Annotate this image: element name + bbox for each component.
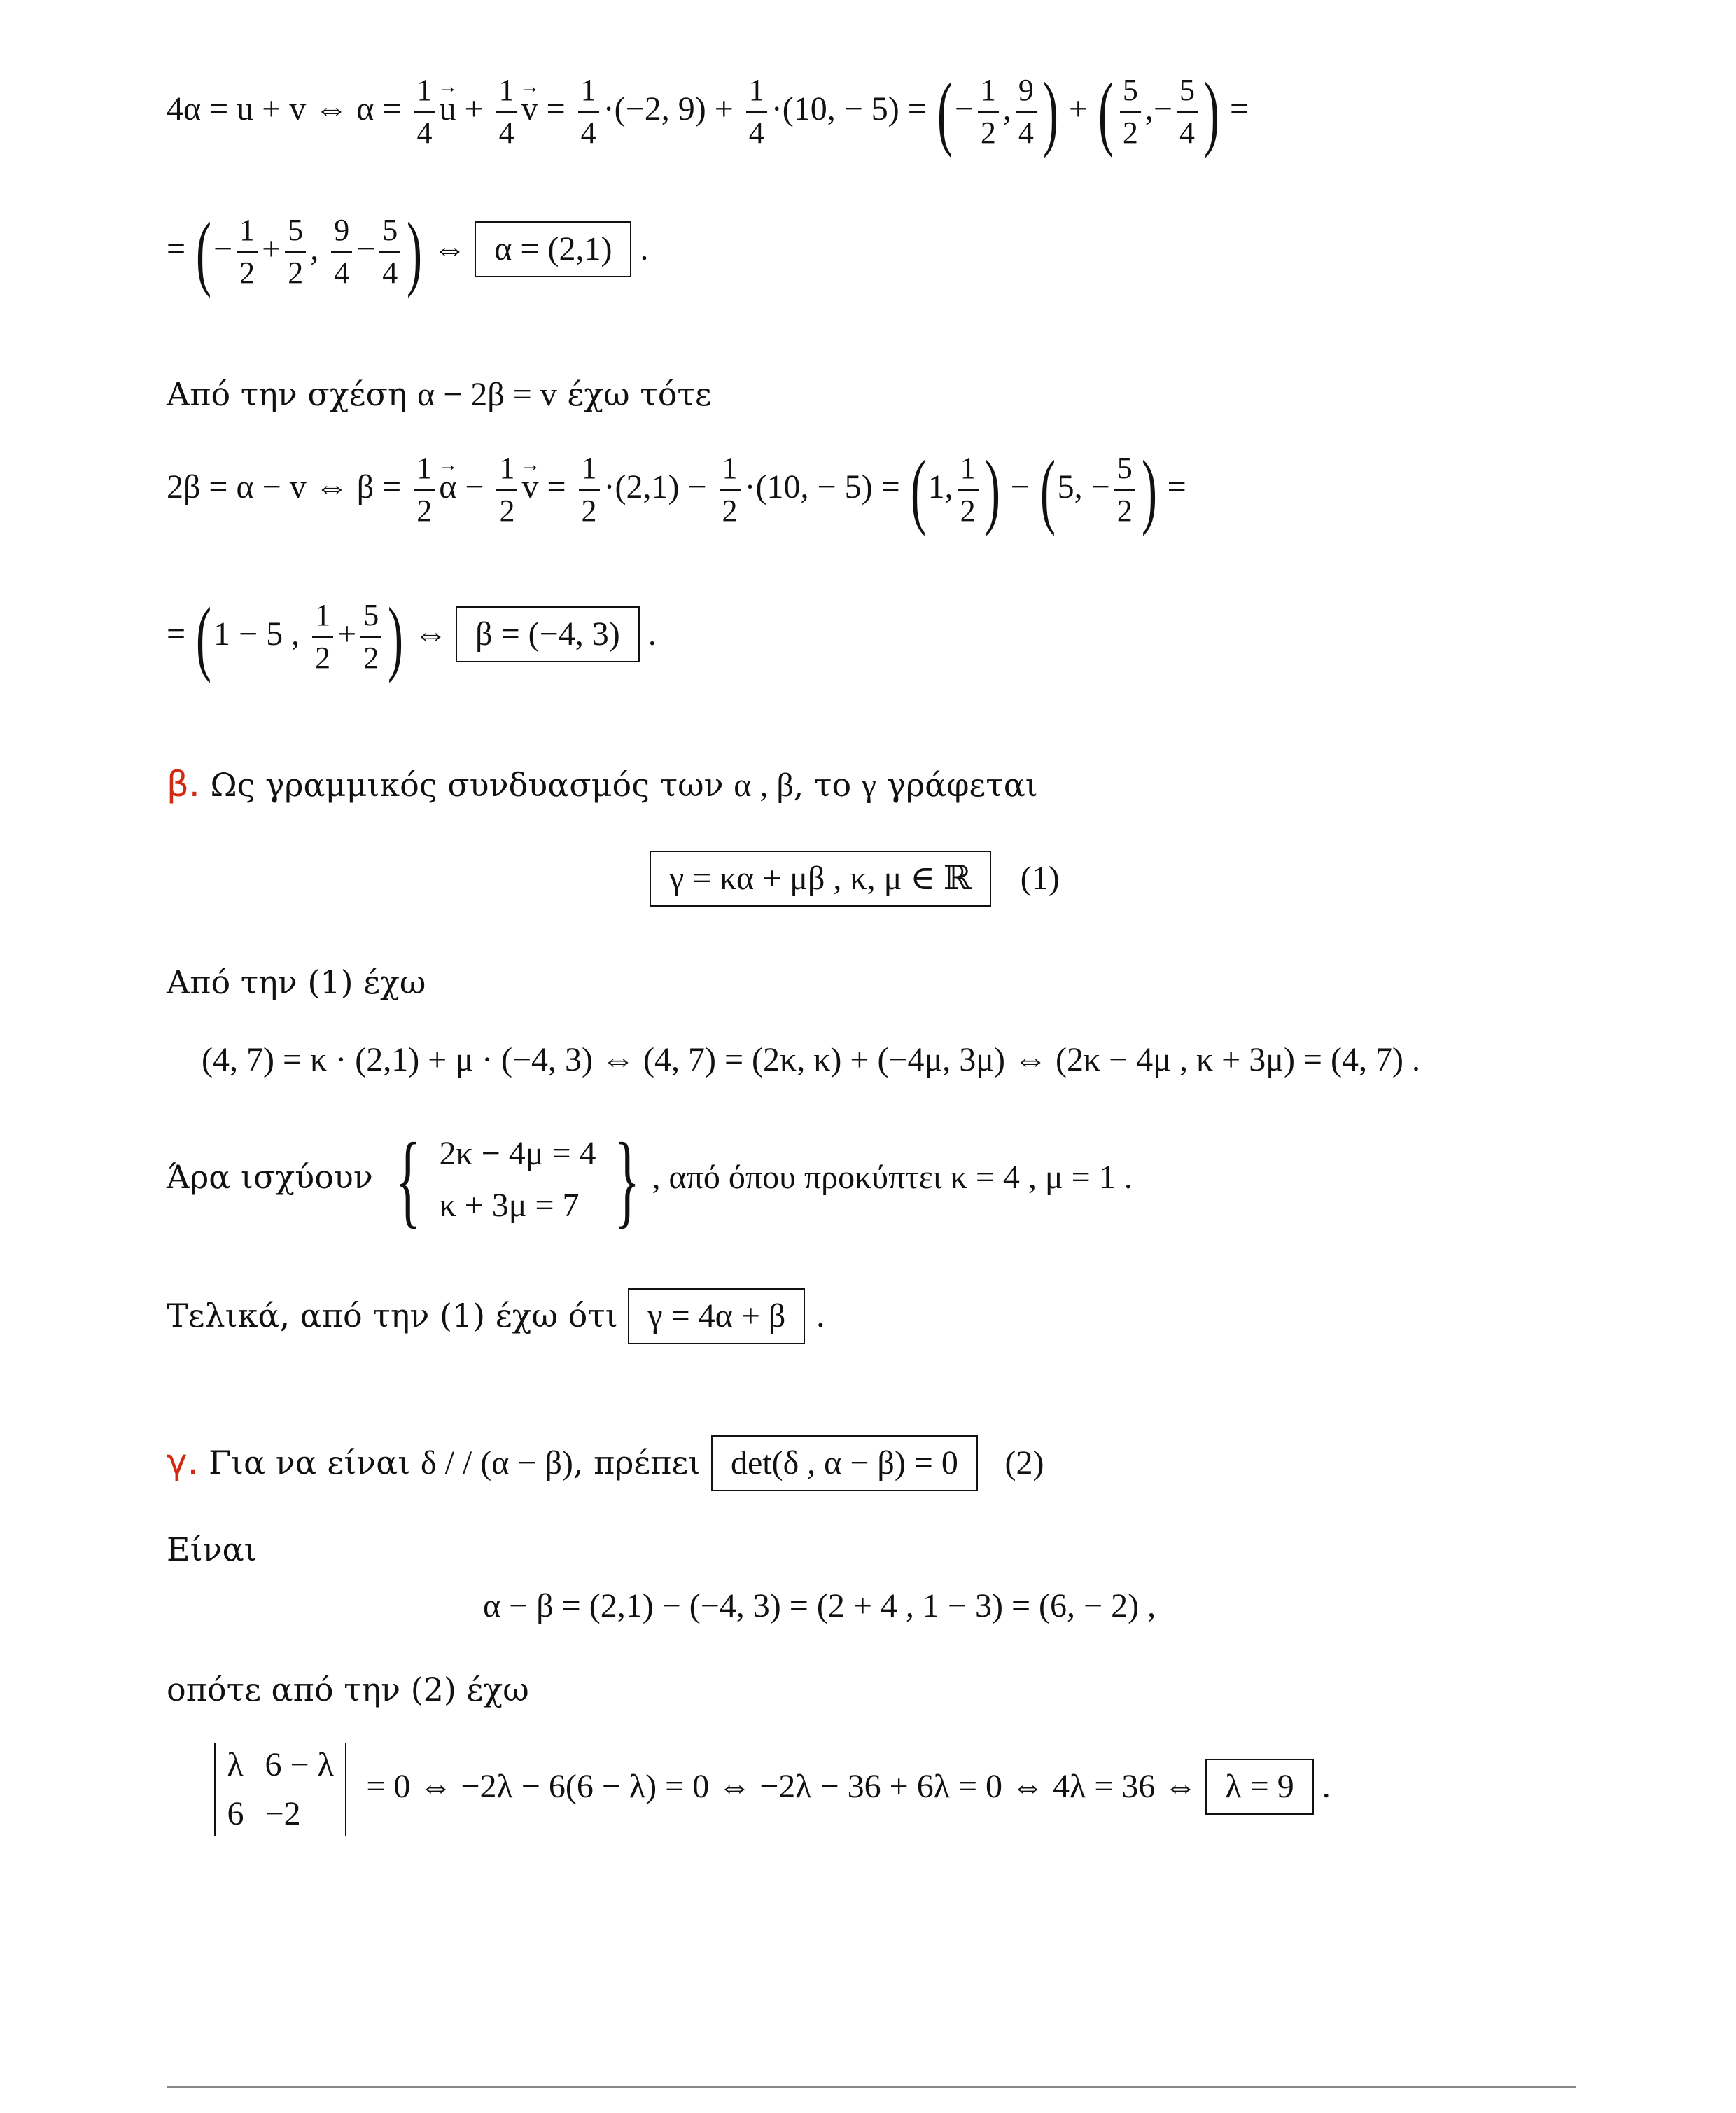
equation-beta-2: = (1 − 5 , $\frac{1}{2}$ + $\frac{5}{2}$ ) ⇔ β = (−4, 3) . (167, 590, 657, 683)
result-lambda-box: λ = 9 (1205, 1759, 1313, 1815)
opote-text: οπότε από την (2) έχω (167, 1671, 529, 1708)
part-label-beta: β. (167, 764, 200, 804)
final-gamma: Τελικά, από την (1) έχω ότι γ = 4α + β . (167, 1288, 826, 1344)
result-beta-box: β = (−4, 3) (456, 606, 640, 662)
eq1-lhs: 4α = u + v ⇔ α = (167, 90, 402, 128)
equation-coefficients: (4, 7) = κ · (2,1) + μ · (−4, 3) ⇔ (4, 7) = (2κ, κ) + (−4μ, 3μ) ⇔ (2κ − 4μ , κ + 3μ) = (4, 7) . (202, 1041, 1420, 1078)
result-gamma-box: γ = 4α + β (628, 1288, 805, 1344)
vector-u: → u (440, 92, 456, 126)
determinant: λ 6 − λ 6 −2 (203, 1743, 358, 1836)
fraction: $\frac{1}{4}$ (578, 73, 599, 151)
footer-rule (167, 2086, 1576, 2088)
vector-v: → v (522, 92, 538, 126)
relation-text: Από την σχέση α − 2β = v έχω τότε (167, 375, 712, 413)
fraction: $\frac{1}{4}$ (414, 73, 435, 151)
part-beta-heading: β. Ως γραμμικός συνδυασμός των α , β, το γ γράφεται (167, 764, 1038, 804)
equation-system: { 2κ − 4μ = 4 κ + 3μ = 7 } (396, 1122, 640, 1238)
part-label-gamma: γ. (167, 1442, 199, 1482)
determinant-line: λ 6 − λ 6 −2 = 0 ⇔ −2λ − 6(6 − λ) = 0 ⇔ −2λ − 36 + 6λ = 0 ⇔ 4λ = 36 ⇔ λ = 9 . (203, 1743, 1331, 1836)
fraction: $\frac{1}{4}$ (496, 73, 517, 151)
fraction: $\frac{1}{4}$ (746, 73, 767, 151)
result-alpha-box: α = (2,1) (475, 221, 631, 277)
combo-box: γ = κα + μβ , κ, μ ∈ ℝ (650, 851, 991, 907)
part-gamma-heading: γ. Για να είναι δ / / (α − β), πρέπει det(δ , α − β) = 0 (2) (167, 1435, 1044, 1491)
equation-difference: α − β = (2,1) − (−4, 3) = (2 + 4 , 1 − 3) = (6, − 2) , (483, 1587, 1156, 1624)
from-1-text: Από την (1) έχω (167, 963, 426, 1001)
system-line: Άρα ισχύουν { 2κ − 4μ = 4 κ + 3μ = 7 } , από όπου προκύπτει κ = 4 , μ = 1 . (167, 1122, 1133, 1238)
equation-alpha-1: 4α = u + v ⇔ α = $\frac{1}{4}$ → u + $\frac{1}{4}$ → v = $\frac{1}{4}$ ·(−2, 9) + $\frac{1}{4}$ ·(10, − 5) = (− $\frac{1}{2}$ , $\frac{9}{4}$ ) + ( $\frac{5}{2}$ ,− $\frac{5}{4}$ ) = (167, 70, 1249, 154)
einai-text: Είναι (167, 1530, 257, 1568)
equation-alpha-2: = (− $\frac{1}{2}$ + $\frac{5}{2}$ , $\frac{9}{4}$ − $\frac{5}{4}$ ) ⇔ α = (2,1) . (167, 205, 649, 298)
equation-beta-1: 2β = α − v ⇔ β = $\frac{1}{2}$ → α − $\frac{1}{2}$ → v = $\frac{1}{2}$ ·(2,1) − $\frac{1}{2}$ ·(10, − 5) = (1, $\frac{1}{2}$ ) − (5, − $\frac{5}{2}$ ) = (167, 448, 1186, 532)
determinant-condition-box: det(δ , α − β) = 0 (711, 1435, 978, 1491)
equation-gamma-combo: γ = κα + μβ , κ, μ ∈ ℝ (1) (650, 851, 1060, 907)
